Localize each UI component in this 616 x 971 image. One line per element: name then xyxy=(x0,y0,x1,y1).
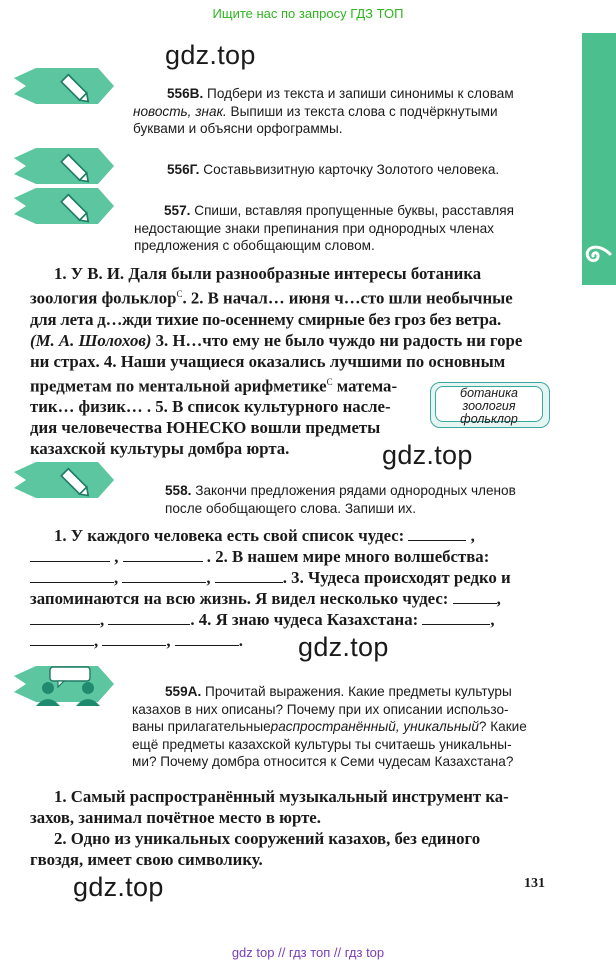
task-text: ? Какие xyxy=(478,719,527,734)
answer-blank[interactable] xyxy=(408,528,466,541)
text-line: 1. У каждого человека есть свой список чудес: xyxy=(54,526,405,545)
answer-blank[interactable] xyxy=(123,549,203,562)
text-line: предметам по ментальной арифметике xyxy=(30,376,327,396)
text-line: 1. Самый распространённый музыкальный инструмент ка- xyxy=(54,787,509,806)
pencil-icon xyxy=(14,188,118,224)
task-text: ми? Почему домбра относится к Семи чудесам Казахстана? xyxy=(132,754,514,769)
note-inner xyxy=(435,386,543,426)
task-text: Закончи предложения рядами однородных членов xyxy=(191,483,516,498)
pencil-icon xyxy=(14,148,118,184)
task-text: казахов в них описаны? Почему при их описании использо- xyxy=(132,701,509,717)
text-line: . 3. Чудеса происходят редко и xyxy=(282,568,511,587)
task-556g xyxy=(167,161,553,179)
answer-blank[interactable] xyxy=(215,570,283,583)
task-number: 559А. xyxy=(165,684,202,699)
task-text: Составьвизитную карточку Золотого человека. xyxy=(199,162,500,177)
task-text: после обобщающего слова. Запиши их. xyxy=(165,500,416,516)
page-number: 131 xyxy=(524,876,545,891)
text-line: 2. Одно из уникальных сооружений казахов, без единого xyxy=(54,829,481,848)
discussion-icon xyxy=(14,666,118,708)
text-line: дия человечества ЮНЕСКО вошли предметы xyxy=(30,418,381,438)
answer-blank[interactable] xyxy=(30,570,114,583)
note-word: фольклор xyxy=(460,412,518,426)
text-line: 1. У В. И. Даля были разнообразные интересы ботаника xyxy=(54,264,482,283)
answer-blank[interactable] xyxy=(175,633,239,646)
text-line: гвоздя, имеет свою символику. xyxy=(30,850,263,869)
text-line: . 2. В начал… июня ч…сто шли необычные xyxy=(182,288,513,308)
author-citation: (М. А. Шолохов) xyxy=(30,330,152,350)
watermark-1: gdz.top xyxy=(165,40,256,70)
task-text: буквами и объясни орфограммы. xyxy=(133,121,343,136)
exercise-559-text xyxy=(30,786,552,870)
task-text: Прочитай выражения. Какие предметы культуры xyxy=(201,684,512,699)
answer-blank[interactable] xyxy=(30,549,110,562)
text-line: . 2. В нашем мире много волшебства: xyxy=(206,547,490,566)
task-556v xyxy=(133,85,553,138)
task-text: Выпиши из текста слова с подчёркнутыми xyxy=(226,103,498,119)
task-559a xyxy=(132,683,555,771)
task-text: Спиши, вставляя пропущенные буквы, расставляя xyxy=(190,203,514,218)
top-banner: Ищите нас по запросу ГДЗ ТОП xyxy=(212,6,404,21)
text-line: ни страх. 4. Наши учащиеся оказались лучшими по основным xyxy=(30,351,506,371)
text-line: матема- xyxy=(332,376,398,396)
exercise-557-text xyxy=(30,263,552,459)
answer-blank[interactable] xyxy=(108,612,190,625)
pencil-icon xyxy=(14,68,118,104)
text-line: 3. Н…что ему не было чуждо ни радость ни горе xyxy=(151,330,523,350)
note-box xyxy=(430,382,550,428)
task-text: ещё предметы казахской культуры ты считаешь уникальны- xyxy=(132,736,512,752)
footer-links: gdz top // гдз топ // гдз top xyxy=(231,945,385,960)
superscript-mark: C xyxy=(326,376,333,387)
task-text: ваны прилагательные xyxy=(132,719,271,734)
task-number: 556В. xyxy=(167,86,204,101)
text-line: для лета д…жди тихие по-осеннему смирные без гроз без ветра. xyxy=(30,309,501,329)
task-text: предложения с обобщающим словом. xyxy=(134,238,375,253)
note-word: ботаника xyxy=(460,386,518,400)
note-word: зоология xyxy=(462,399,516,413)
task-text: недостающие знаки препинания при однородных членах xyxy=(134,220,494,236)
task-text-italic: новость, знак. xyxy=(133,103,227,119)
text-line: захов, занимал почётное место в юрте. xyxy=(30,808,321,827)
swirl-icon xyxy=(582,237,612,271)
watermark-2: gdz.top xyxy=(382,440,473,470)
side-decoration-bar xyxy=(582,33,616,285)
answer-blank[interactable] xyxy=(102,633,166,646)
text-line: запоминаются на всю жизнь. Я видел несколько чудес: xyxy=(30,589,449,608)
exercise-558-text: 1. У каждого человека есть свой список чудес: , , . 2. В нашем мире много волшебства: , , . 3. Чудеса происходят редко и запоминаются на всю жизнь. Я видел несколько чудес: , , . 4. Я знаю чудеса Казахстана: , , , . xyxy=(30,526,511,650)
answer-blank[interactable] xyxy=(422,612,490,625)
answer-blank[interactable] xyxy=(30,612,100,625)
task-number: 557. xyxy=(164,203,191,218)
answer-blank[interactable] xyxy=(453,591,497,604)
watermark-4: gdz.top xyxy=(73,872,164,902)
watermark-3: gdz.top xyxy=(298,632,389,662)
text-line: тик… физик… . 5. В список культурного насле- xyxy=(30,397,391,417)
pencil-icon xyxy=(14,462,118,498)
task-number: 558. xyxy=(165,483,192,498)
superscript-mark: C xyxy=(176,289,183,299)
task-text: Подбери из текста и запиши синонимы к словам xyxy=(203,86,514,101)
text-line: казахской культуры домбра юрта. xyxy=(30,439,290,459)
text-line: . 4. Я знаю чудеса Казахстана: xyxy=(190,610,419,629)
task-558 xyxy=(165,482,555,517)
task-557 xyxy=(134,202,556,255)
task-number: 556Г. xyxy=(167,162,200,177)
task-text-italic: распространённый, уникальный xyxy=(270,719,479,734)
answer-blank[interactable] xyxy=(30,633,94,646)
answer-blank[interactable] xyxy=(122,570,206,583)
text-line: зоология фольклор xyxy=(30,288,177,308)
